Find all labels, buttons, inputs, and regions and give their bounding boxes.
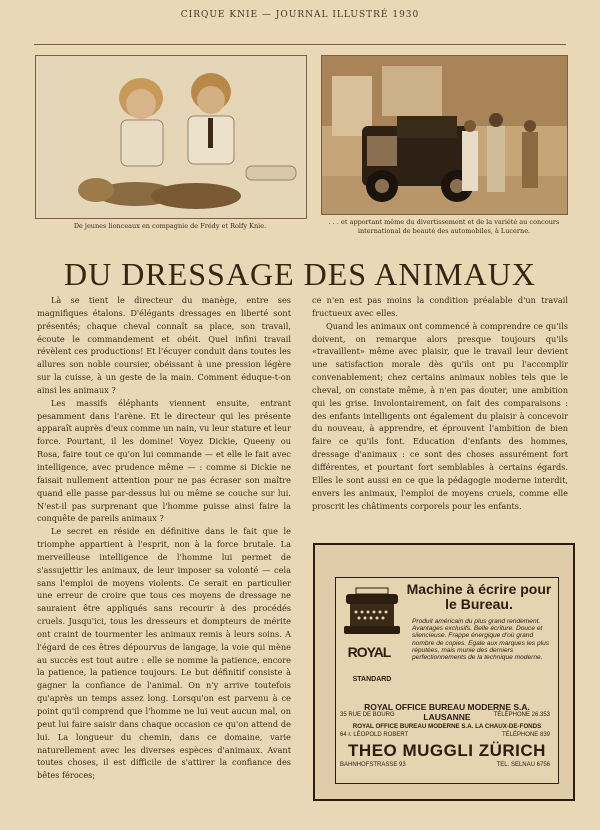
typewriter-icon	[342, 586, 402, 638]
ad-description: Produit américain du plus grand rendement. Avantages exclusifs. Belle écriture. Douce et silencieuse. Frappe énergique d'où grand nombre de copies. Egale aux marques les plus réputées, mais munie des derniers perfectionnements de la technique moderne.	[412, 618, 550, 662]
typewriter-advertisement	[313, 543, 575, 801]
right-photo-caption: . . . et apportant même du divertissement et de la variété au concours international de beauté des automobiles, à Lucerne.	[328, 218, 560, 235]
paragraph: ce n'en est pas moins la condition préalable d'un travail fructueux avec elles.	[312, 295, 568, 318]
article-title: DU DRESSAGE DES ANIMAUX	[64, 256, 536, 292]
dealer-lausanne-name: ROYAL OFFICE BUREAU MODERNE S.A. LAUSANNE	[364, 702, 530, 722]
dealer-lausanne-contact	[340, 712, 554, 718]
dealer-zurich-contact	[340, 762, 554, 768]
dealer-chauxdefonds-contact	[340, 732, 554, 738]
dealer-lausanne-address: 35 RUE DE BOURG	[340, 712, 395, 718]
ad-frame	[335, 577, 559, 784]
article-right-column	[312, 294, 568, 512]
paragraph: Quand les animaux ont commencé à comprendre ce qu'ils doivent, on remarque alors presque toujours qu'ils «travaillent» même avec plaisir, que le travail leur devient une satisfaction morale dès qu'ils ont pu l'accomplir convenablement; chez certains animaux nobles tels que le cheval, on constate même, à n'en pas douter, une ambition qui les grise. Involontairement, on fait des comparaisons : des enfants intelligents ont également du plaisir à concevoir du nouveau, à apprendre, et éprouvent l'ambition de bien faire ce qu'ils font. Education d'enfants des hommes, dressage d'animaux : ce sont des choses assurément fort différentes, et pourtant fort semblables à certains égards. Elles le sont aussi en ce que la pédagogie moderne interdit, envers les animaux, l'emploi de moyens cruels, comme elle proscrit les châtiments corporels pour les enfants.	[312, 320, 568, 511]
photo-children-lion-cubs	[35, 55, 307, 219]
dealer-chauxdefonds-address: 64 r. LÉOPOLD ROBERT	[340, 732, 409, 738]
paragraph: Là se tient le directeur du manège, entre ses magnifiques étalons. D'élégants dressages en liberté sont présentés; chaque cheval connaît sa place, son travail, écoute le commandement et obéit. Quel infini travail révèlent ces productions! Et l'écuyer conduit dans toutes les allures son noble coursier, obéissant à une pression légère sur la cuisse, à un geste de la main. Comment éduque-t-on ainsi les animaux ?	[37, 295, 291, 395]
dealer-chauxdefonds-name: ROYAL OFFICE BUREAU MODERNE S.A. LA CHAUX-DE-FONDS	[352, 723, 542, 730]
dealer-zurich-name: THEO MUGGLI ZÜRICH	[348, 741, 546, 760]
ad-brand: ROYAL	[347, 644, 391, 660]
ad-headline: Machine à écrire pour le Bureau.	[406, 581, 552, 612]
ad-model: STANDARD	[352, 676, 392, 683]
running-header: CIRQUE KNIE — JOURNAL ILLUSTRÉ 1930	[180, 10, 420, 20]
photo-automobile-contest	[321, 55, 568, 215]
left-photo-caption: De jeunes lionceaux en compagnie de Frédy et Rolfy Knie.	[73, 222, 267, 230]
article-left-column	[37, 294, 291, 782]
header-rule	[34, 44, 566, 45]
dealer-zurich-address: BAHNHOFSTRASSE 93	[340, 762, 406, 768]
dealer-zurich-phone: TEL. SELNAU 6756	[496, 762, 550, 768]
dealer-chauxdefonds-phone: TÉLÉPHONE 839	[501, 732, 550, 738]
paragraph: Les massifs éléphants viennent ensuite, entrant pesamment dans l'arène. Et le directeur qui les présente apparaît auprès d'eux comme un nain, vu leur stature et leur force. Pourtant, il les domine! Voyez Dickie, Queeny ou Rosa, faire tout ce qu'on lui commande — et elle le fait avec intelligence, avec prudence même — : comme si Dickie ne faisait nullement attention pour ne pas écraser son maître quand elle passe par-dessus lui ou même se couche sur lui. N'est-il pas surprenant que l'homme puisse ainsi faire la conquête de pareils animaux ?	[37, 397, 291, 524]
dealer-lausanne-phone: TÉLÉPHONE 26.353	[493, 712, 550, 718]
paragraph: Le secret en réside en définitive dans le fait que le triomphe appartient à l'esprit, non à la force brutale. La merveilleuse intelligence de l'homme lui permet de s'assujettir les animaux, de leur imposer sa volonté — cela sans l'emploi de moyens violents. Ce serait en particulier une erreur de croire que tous ces moyens de dressage ne sauraient être appliqués sans recourir à des procédés cruels. Jusqu'ici, tous les dresseurs et dompteurs de mérite ont craint de tourmenter les animaux remis à leurs soins. A l'égard de ces êtres dépourvus de langage, la voie qui mène au succès est tout autre : elle se nomme la patience, encore la patience, la patience toujours. Le but définitif consiste à gagner la confiance de l'animal. On n'y arrive toutefois qu'après un temps assez long. Lorsqu'on est parvenu à ce point qu'il comprend que l'homme ne lui veut aucun mal, on peut lui faire saisir dans chaque occasion ce qu'on attend de lui. La longueur du chemin, dans ce domaine, varie naturellement avec les diverses espèces d'animaux. Avant toutes choses, il est difficile de s'attirer la confiance des bêtes féroces;	[37, 526, 291, 781]
